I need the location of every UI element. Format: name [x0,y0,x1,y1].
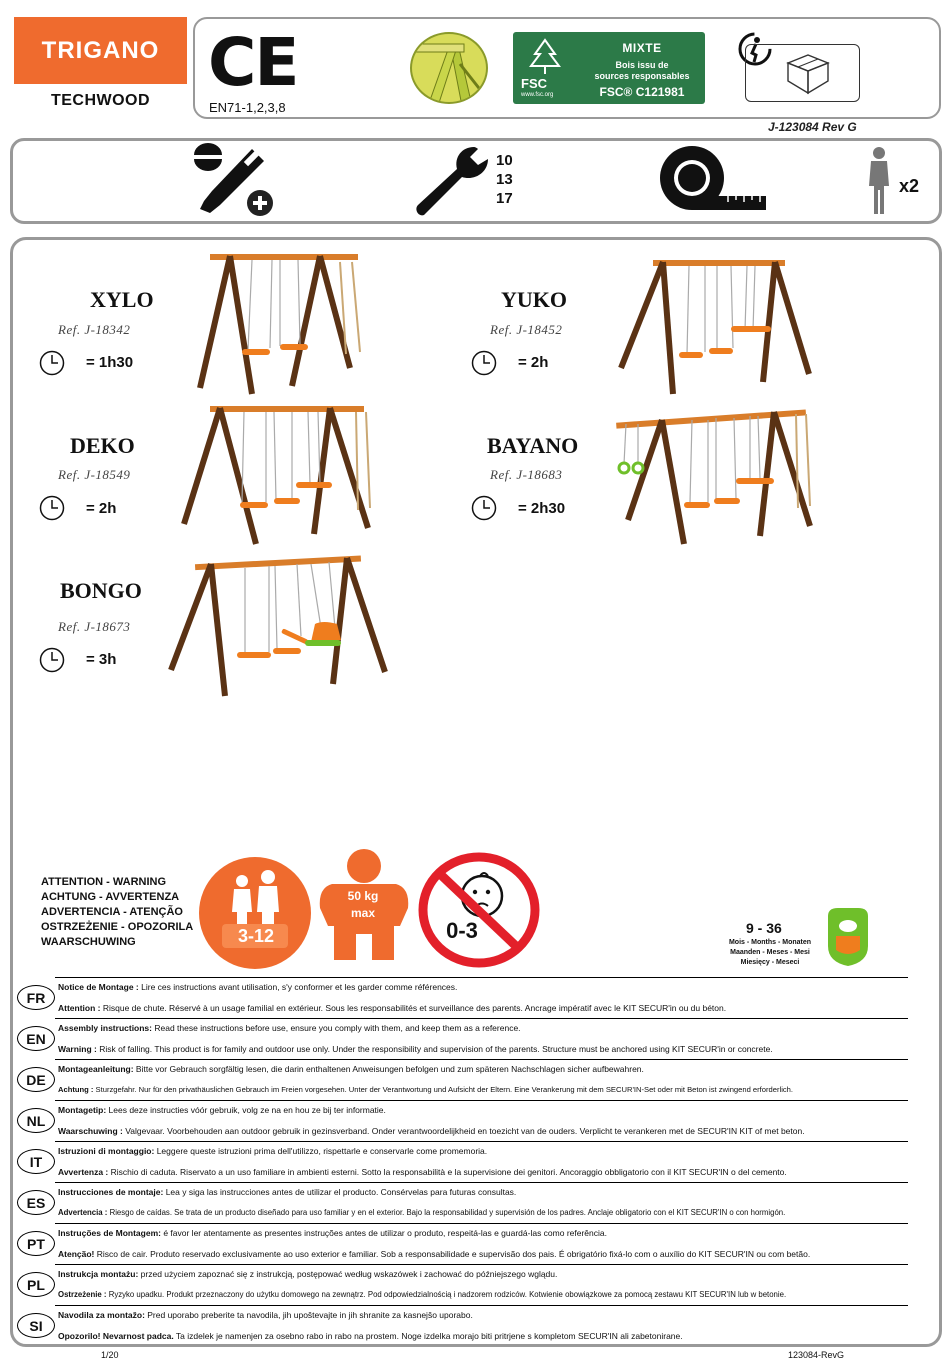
wrench-size: 10 [496,152,513,169]
model-time: = 2h [86,500,117,517]
notice-line [58,1023,908,1033]
notice-line [58,1146,908,1156]
model-ref: Ref. J-18342 [58,322,131,337]
lang-badge-de: DE [17,1067,55,1092]
people-count: x2 [899,176,920,196]
warning-line [58,1290,908,1299]
warning-title: ADVERTENCIA - ATENÇÃO [41,906,183,918]
fsc-url: www.fsc.org [521,92,554,98]
model-ref: Ref. J-18549 [58,467,131,482]
notice-line [58,1269,908,1279]
swing-illustration-deko [180,398,375,548]
fsc-mixte: MIXTE [622,41,662,55]
model-time: = 2h [518,354,549,371]
warning-label: Achtung : [58,1085,94,1094]
age-range: 3-12 [237,926,275,946]
notice-line [58,982,908,992]
notice-text: przed użyciem zapoznać się z instrukcją, postępować według wskazówek i zachować do późniejszego wglądu. [138,1269,558,1279]
page-number: 1/20 [101,1350,119,1360]
warning-text: Sturzgefahr. Nur für den privathäuslichen Gebrauch im Freien vorgesehen. Unter der Verantwortung und Aufsicht der Eltern. Eine Verankerung mit dem SECUR'IN-Set oder mit Beton ist zwingend erforderlich. [93,1085,794,1094]
lang-divider [55,1141,908,1142]
lang-divider [55,1182,908,1183]
lang-badge-es: ES [17,1190,55,1215]
fsc-logo-text: FSC [521,76,547,91]
clock-icon [39,350,65,376]
lang-badge-nl: NL [17,1108,55,1133]
swing-illustration-xylo [180,248,380,396]
notice-label: Navodila za montažo: [58,1310,145,1320]
warning-line [58,1126,908,1136]
children-age-icon [198,856,312,970]
lang-divider [55,1305,908,1306]
warning-text: Ta izdelek je namenjen za osebno rabo in rabo na prostem. Noge izdelka morajo biti pritrjene s kompletom SECUR'IN ali zabetonirane. [173,1331,683,1341]
warning-line [58,1331,908,1341]
model-name: BONGO [60,578,142,603]
lang-divider [55,1223,908,1224]
document-code: 123084-RevG [788,1350,845,1360]
warning-line [58,1003,908,1013]
tape-measure-icon [658,144,768,216]
model-name: BAYANO [487,433,579,458]
warning-line [58,1085,908,1094]
notice-text: é favor ler atentamente as presentes instruções antes de utilizar o produto, respeitá-las e guardá-las como referência. [160,1228,607,1238]
model-ref: Ref. J-18673 [58,619,131,634]
months-label: Maanden - Meses - Mesi [730,949,810,956]
weight-max: max [350,906,376,920]
warning-text: Ryzyko upadku. Produkt przeznaczony do użytku domowego na zewnątrz. Pod odpowiedzialnością i nadzorem rodziców. Kotwienie obowiązkowe za pomocą zestawu KIT SECUR'IN lub w betonie. [106,1290,787,1299]
clock-icon [39,495,65,521]
lang-badge-fr: FR [17,985,55,1010]
notice-text: Bitte vor Gebrauch sorgfältig lesen, die darin enthaltenen Anweisungen befolgen und zum späteren Nachschlagen sicher aufbewahren. [133,1064,644,1074]
baby-seat-icon [822,906,874,970]
notice-text: Read these instructions before use, ensure you comply with them, and keep them as a reference. [152,1023,521,1033]
months-range: 9 - 36 [746,920,782,936]
warning-text: Valgevaar. Voorbehouden aan outdoor gebruik in gezinsverband. Onder verantwoordelijkheid en toezicht van de ouders. Verplicht te verankeren met de SECUR'IN KIT of met beton. [122,1126,805,1136]
document-reference: J-123084 Rev G [768,120,857,134]
model-ref: Ref. J-18683 [490,467,563,482]
cardboard-box-icon [784,49,832,97]
warning-title: WAARSCHUWING [41,936,136,948]
clock-icon [471,350,497,376]
model-ref: Ref. J-18452 [490,322,563,337]
warning-label: Ostrzeżenie : [58,1290,107,1299]
notice-text: Lees deze instructies vóór gebruik, volg ze na en hou ze bij ter informatie. [106,1105,386,1115]
months-label: Mois - Months - Monaten [728,939,812,946]
fsc-tree-icon [523,38,567,76]
lang-divider [55,1059,908,1060]
wrench-sizes [496,151,513,208]
notice-line [58,1105,908,1115]
model-name: DEKO [70,433,135,458]
ce-mark: CE [208,24,298,101]
notice-label: Instrucciones de montaje: [58,1187,164,1197]
not-for-babies-icon [418,852,540,968]
model-time: = 1h30 [86,354,134,371]
warning-line [58,1208,908,1217]
lang-badge-pl: PL [17,1272,55,1297]
ce-norm: EN71-1,2,3,8 [209,100,286,115]
model-name: YUKO [501,287,567,312]
model-time: = 2h30 [518,500,566,517]
lang-badge-it: IT [17,1149,55,1174]
baby-age-warning: 0-3 [446,918,478,943]
warning-label: Advertencia : [58,1208,108,1217]
notice-line [58,1310,908,1320]
model-name: XYLO [90,287,154,312]
swing-illustration-yuko [615,250,815,398]
notice-label: Notice de Montage : [58,982,139,992]
notice-label: Montagetip: [58,1105,107,1115]
warning-line [58,1249,908,1259]
notice-label: Istruzioni di montaggio: [58,1146,155,1156]
notice-label: Assembly instructions: [58,1023,152,1033]
lang-badge-pt: PT [17,1231,55,1256]
model-time: = 3h [86,651,117,668]
swing-illustration-bongo [165,548,390,698]
lang-divider [55,1018,908,1019]
notice-line [58,1228,908,1238]
lang-divider [55,977,908,978]
warning-text: Riesgo de caídas. Se trata de un producto diseñado para uso familiar y en el exterior. Bajo la responsabilidad y supervisión de los padres. Anclaje obligatorio con el KIT SECUR'IN o con hormigón. [107,1208,786,1217]
warning-label: Warning : [58,1044,97,1054]
brand-subtitle: TECHWOOD [50,92,151,109]
warning-title: ATTENTION - WARNING [41,876,167,888]
wrench-icon [410,143,494,219]
warning-label: Opozorilo! Nevarnost padca. [58,1331,174,1341]
notice-text: Lire ces instructions avant utilisation, s'y conformer et les garder comme références. [138,982,458,992]
lang-badge-si: SI [17,1313,55,1338]
notice-label: Instruções de Montagem: [58,1228,161,1238]
screwdriver-icon [190,143,280,219]
clock-icon [471,495,497,521]
brand-name: TRIGANO [41,36,160,64]
weight-limit [334,888,392,922]
notice-label: Montageanleitung: [58,1064,134,1074]
notice-line [58,1187,908,1197]
notice-label: Instrukcja montażu: [58,1269,139,1279]
fsc-label [513,32,705,104]
warning-label: Attention : [58,1003,101,1013]
fsc-line-1: Bois issu de [615,60,669,70]
warning-text: Rischio di caduta. Riservato a un uso familiare in ambienti esterni. Sotto la responsabilità e la supervisione dei genitori. Ancoraggio obbligatorio con il KIT SECUR'IN o del cemento. [108,1167,787,1177]
warning-label: Waarschuwing : [58,1126,123,1136]
notice-text: Pred uporabo preberite ta navodila, jih upoštevajte in jih shranite za kasnejšo uporabo. [144,1310,473,1320]
warning-titles [41,875,193,950]
warning-text: Risco de cair. Produto reservado exclusivamente ao uso exterior e familiar. Sob a responsabilidade e supervisão dos pais. É obrigatório fixá-lo com o auxílio do KIT SECUR'IN ou com betão. [94,1249,811,1259]
warning-line [58,1044,908,1054]
warning-title: ACHTUNG - AVVERTENZA [41,891,180,903]
lang-divider [55,1264,908,1265]
lang-divider [55,1100,908,1101]
wrench-size: 17 [496,190,513,207]
wrench-size: 13 [496,171,513,188]
warning-text: Risque de chute. Réservé à un usage familial en extérieur. Sous les responsabilités et surveillance des parents. Ancrage impératif avec le KIT SECUR'in ou du béton. [100,1003,727,1013]
warning-label: Avvertenza : [58,1167,109,1177]
swing-illustration-bayano [612,398,817,548]
warning-line [58,1167,908,1177]
lang-badge-en: EN [17,1026,55,1051]
warning-label: Atenção! [58,1249,95,1259]
weight-value: 50 kg [347,889,379,903]
notice-text: Lea y siga las instrucciones antes de utilizar el producto. Consérvelas para futuras consultas. [163,1187,517,1197]
warning-title: OSTRZEŻENIE - OPOZORILA [41,921,194,933]
months-label: Miesięcy - Meseci [740,959,800,966]
person-icon [865,146,893,216]
clock-icon [39,647,65,673]
fsc-line-2: sources responsables [594,71,690,81]
warning-text: Risk of falling. This product is for family and outdoor use only. Under the responsibility and supervision of the parents. Structure must be anchored using KIT SECUR'in or concrete. [96,1044,773,1054]
notice-text: Leggere queste istruzioni prima dell'utilizzo, rispettarle e conservarle come promemoria. [154,1146,488,1156]
brand-logo [14,17,187,84]
swing-emblem-icon [410,32,488,104]
recycle-box-panel [745,44,860,102]
notice-line [58,1064,908,1074]
fsc-code: FSC® C121981 [599,85,685,99]
